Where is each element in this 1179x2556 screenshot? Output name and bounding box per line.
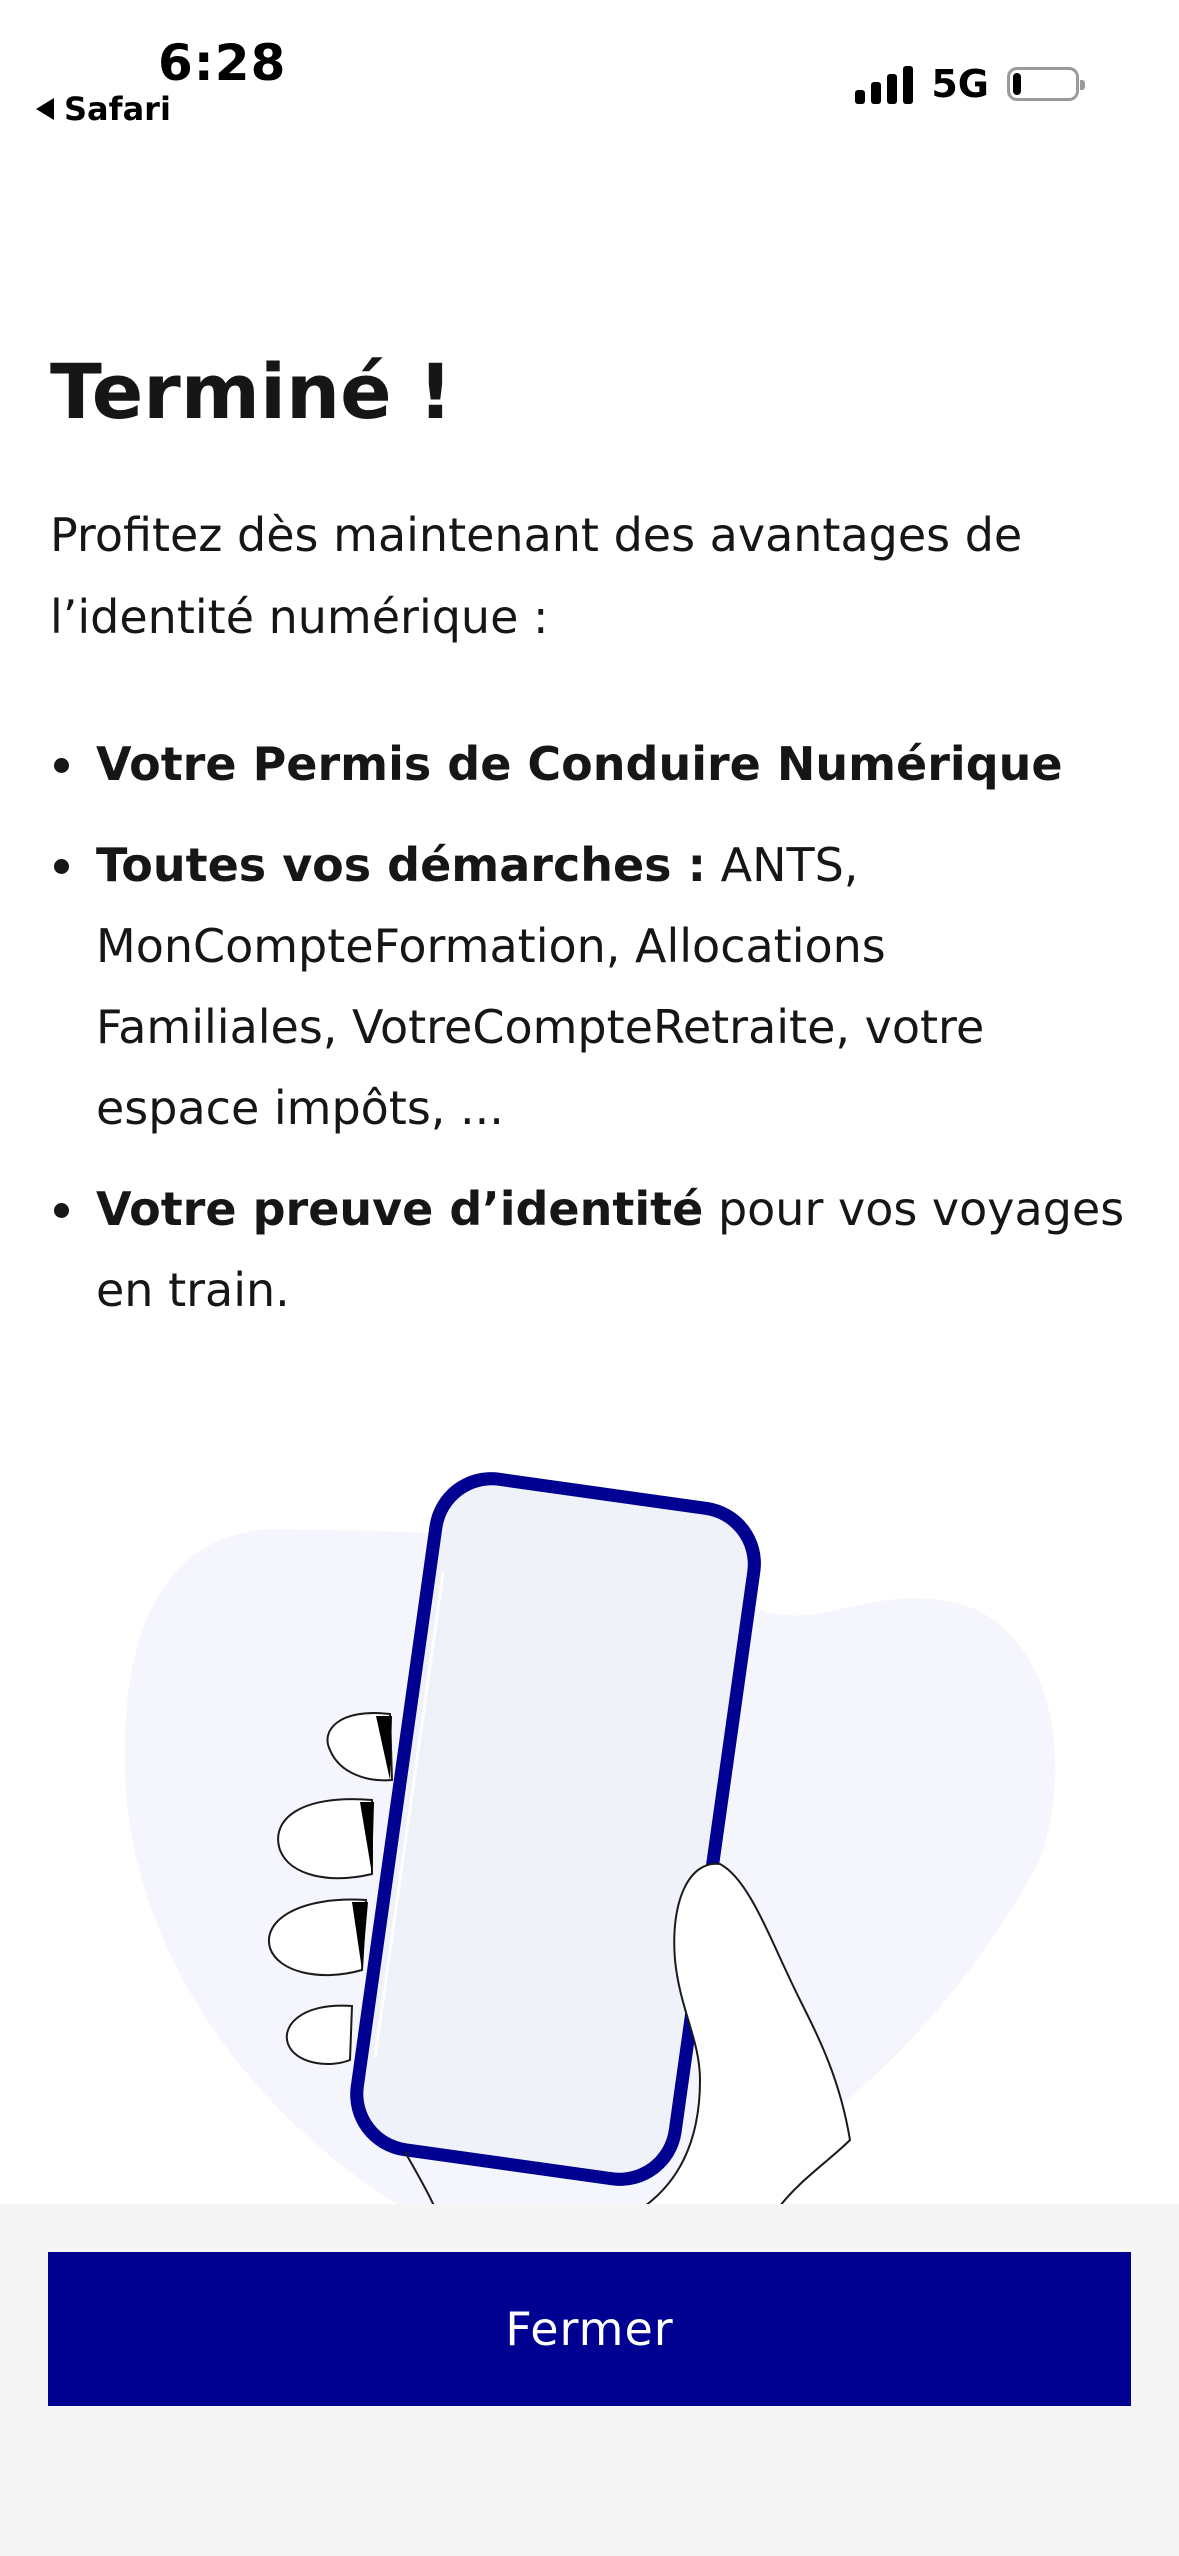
back-app-label: Safari bbox=[64, 90, 171, 128]
benefit-bold: Toutes vos démarches : bbox=[96, 838, 706, 892]
benefit-bold: Votre preuve d’identité bbox=[96, 1182, 704, 1236]
footer-bar bbox=[0, 2204, 1179, 2556]
close-button[interactable]: Fermer bbox=[48, 2252, 1131, 2406]
benefit-bold: Votre Permis de Conduire Numérique bbox=[96, 737, 1063, 791]
status-time: 6:28 bbox=[158, 34, 287, 92]
back-to-safari-link[interactable] bbox=[36, 90, 171, 128]
benefit-text: pour vos voyages en train. bbox=[96, 1182, 1125, 1317]
back-triangle-icon bbox=[36, 98, 54, 120]
benefit-item bbox=[50, 1169, 1130, 1331]
network-type: 5G bbox=[931, 62, 989, 106]
intro-text: Profitez dès maintenant des avantages de l’identité numérique : bbox=[50, 508, 1023, 644]
page-title: Terminé ! bbox=[50, 347, 453, 436]
benefit-item bbox=[50, 724, 1130, 805]
benefit-item bbox=[50, 825, 1130, 1149]
status-indicators bbox=[855, 62, 1079, 106]
hand-holding-phone-icon bbox=[0, 1440, 1179, 2206]
benefit-text: ANTS, MonCompteFormation, Allocations Familiales, VotreCompteRetraite, votre espace impôts, ... bbox=[96, 838, 985, 1135]
signal-bars-icon bbox=[855, 64, 913, 104]
battery-level-fill bbox=[1013, 73, 1021, 95]
battery-icon bbox=[1007, 67, 1079, 101]
benefits-list bbox=[50, 724, 1130, 1351]
